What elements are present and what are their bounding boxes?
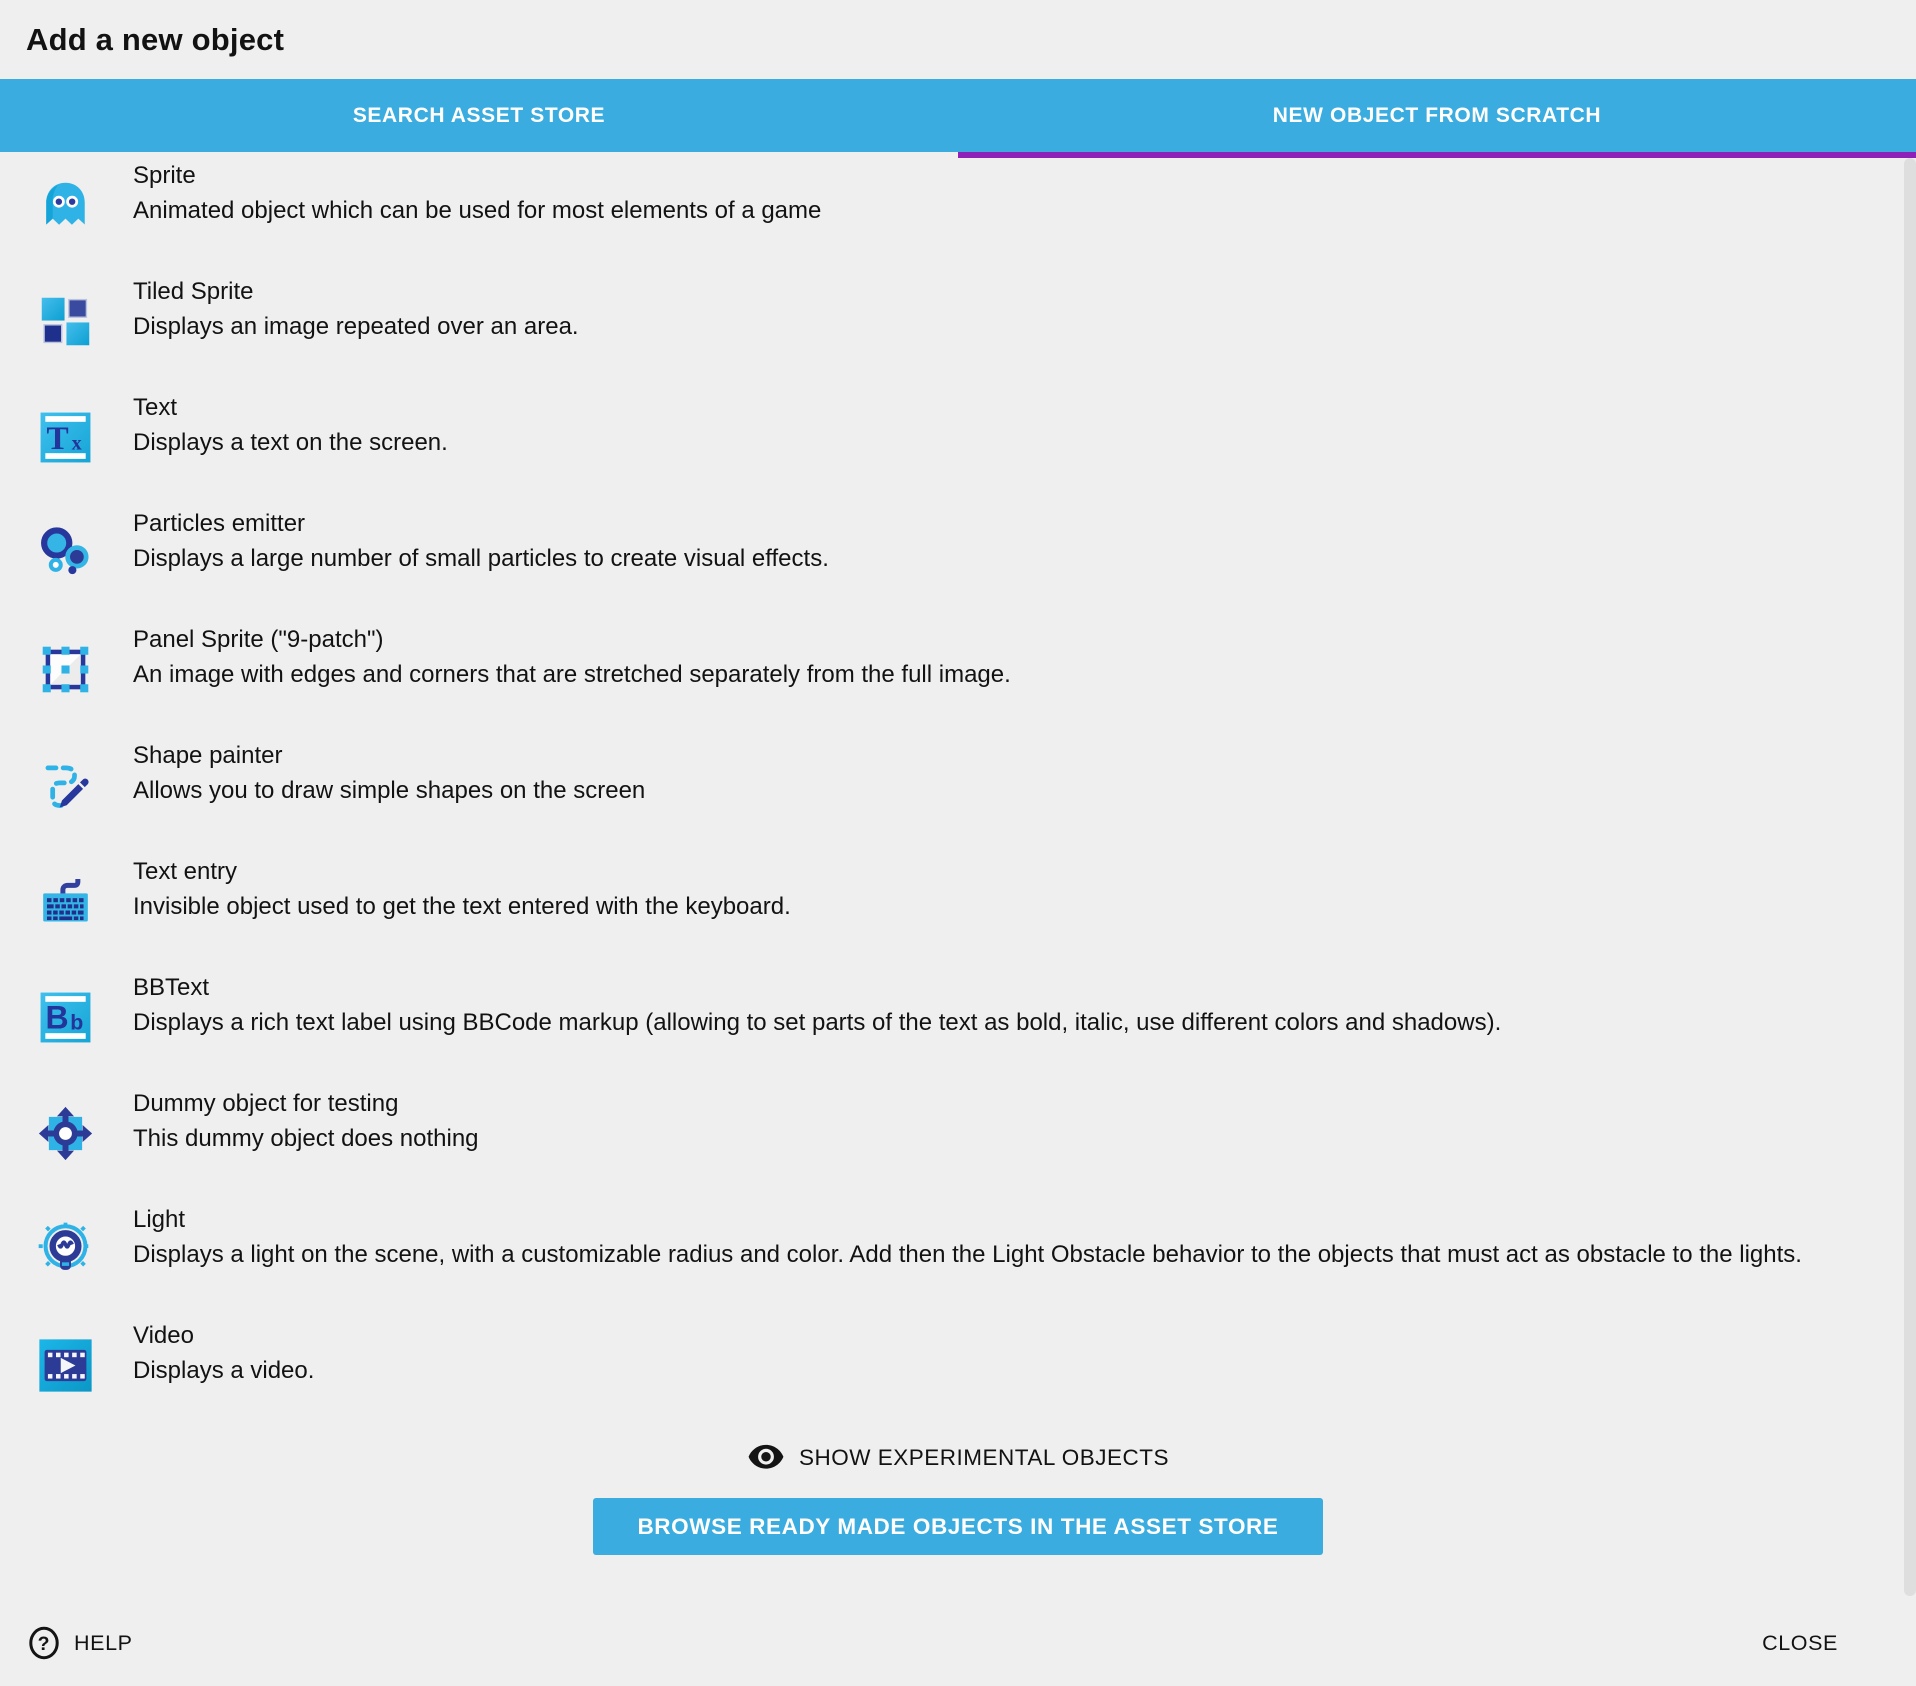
object-name: Video xyxy=(133,1322,194,1349)
list-item-video[interactable] xyxy=(37,1318,1856,1388)
svg-text:b: b xyxy=(70,1009,84,1034)
help-icon xyxy=(26,1624,62,1662)
panel-sprite-icon xyxy=(37,641,94,698)
video-icon xyxy=(37,1337,94,1394)
tab-search-asset-store[interactable] xyxy=(0,79,958,152)
object-description: Displays a rich text label using BBCode markup (allowing to set parts of the text as bold, italic, use different colors and shadows). xyxy=(133,1009,1502,1036)
svg-text:B: B xyxy=(45,998,69,1035)
tab-bar xyxy=(0,79,1916,152)
close-button[interactable] xyxy=(1762,1631,1838,1656)
svg-text:x: x xyxy=(71,431,82,454)
list-item-sprite[interactable] xyxy=(37,158,1856,228)
object-description: Displays a large number of small particles to create visual effects. xyxy=(133,545,829,572)
object-name: Panel Sprite ("9-patch") xyxy=(133,626,384,653)
object-name: Text xyxy=(133,394,178,421)
list-item-panel-sprite[interactable] xyxy=(37,622,1856,692)
object-description: An image with edges and corners that are stretched separately from the full image. xyxy=(133,661,1011,688)
object-description: Invisible object used to get the text entered with the keyboard. xyxy=(133,893,791,920)
scrollbar[interactable] xyxy=(1904,158,1916,1596)
list-item-text-entry[interactable] xyxy=(37,854,1856,924)
active-tab-indicator xyxy=(958,152,1916,158)
list-item-particles-emitter[interactable] xyxy=(37,506,1856,576)
dummy-object-icon xyxy=(37,1105,94,1162)
list-item-text[interactable] xyxy=(37,390,1856,460)
list-item-tiled-sprite[interactable] xyxy=(37,274,1856,344)
object-name: Dummy object for testing xyxy=(133,1090,399,1117)
page-title: Add a new object xyxy=(26,21,285,57)
tab-indicator-row xyxy=(0,152,1916,158)
text-object-icon xyxy=(37,409,94,466)
object-name: Particles emitter xyxy=(133,510,306,537)
show-experimental-label: SHOW EXPERIMENTAL OBJECTS xyxy=(798,1444,1170,1470)
ghost-sprite-icon xyxy=(37,177,94,234)
object-name: Light xyxy=(133,1206,186,1233)
object-description: Displays an image repeated over an area. xyxy=(133,313,579,340)
object-name: BBText xyxy=(133,974,210,1001)
svg-text:?: ? xyxy=(37,1633,51,1656)
object-description: Displays a light on the scene, with a customizable radius and color. Add then the Light Obstacle behavior to the objects that must act as obstacle to the lights. xyxy=(133,1241,1802,1268)
svg-text:T: T xyxy=(46,419,69,457)
particles-emitter-icon xyxy=(37,525,94,582)
object-name: Sprite xyxy=(133,162,196,189)
light-bulb-icon xyxy=(37,1221,94,1278)
tab-new-object-from-scratch[interactable] xyxy=(958,79,1916,152)
browse-asset-store-button[interactable]: BROWSE READY MADE OBJECTS IN THE ASSET STORE xyxy=(593,1498,1322,1555)
shape-painter-icon xyxy=(37,757,94,814)
dialog-actions-bar xyxy=(0,1600,1916,1686)
object-description: Displays a video. xyxy=(133,1357,315,1384)
list-item-light[interactable] xyxy=(37,1202,1856,1272)
list-item-bbtext[interactable] xyxy=(37,970,1856,1040)
bbtext-icon xyxy=(37,989,94,1046)
tab-label: NEW OBJECT FROM SCRATCH xyxy=(1272,103,1602,127)
tiled-sprite-icon xyxy=(37,293,94,350)
close-label: CLOSE xyxy=(1762,1630,1838,1655)
object-description: Animated object which can be used for most elements of a game xyxy=(133,197,822,224)
dialog-title-bar xyxy=(0,0,1916,79)
show-experimental-objects-toggle[interactable] xyxy=(0,1444,1916,1471)
list-item-dummy-object[interactable] xyxy=(37,1086,1856,1156)
object-description: Allows you to draw simple shapes on the screen xyxy=(133,777,646,804)
eye-icon xyxy=(747,1444,785,1471)
keyboard-text-entry-icon xyxy=(37,873,94,930)
tab-label: SEARCH ASSET STORE xyxy=(352,103,606,127)
object-name: Text entry xyxy=(133,858,238,885)
object-name: Shape painter xyxy=(133,742,283,769)
list-item-shape-painter[interactable] xyxy=(37,738,1856,808)
help-button[interactable] xyxy=(26,1624,133,1662)
help-label: HELP xyxy=(74,1630,133,1655)
object-description: This dummy object does nothing xyxy=(133,1125,479,1152)
object-type-list xyxy=(0,158,1916,1388)
object-name: Tiled Sprite xyxy=(133,278,254,305)
object-description: Displays a text on the screen. xyxy=(133,429,448,456)
